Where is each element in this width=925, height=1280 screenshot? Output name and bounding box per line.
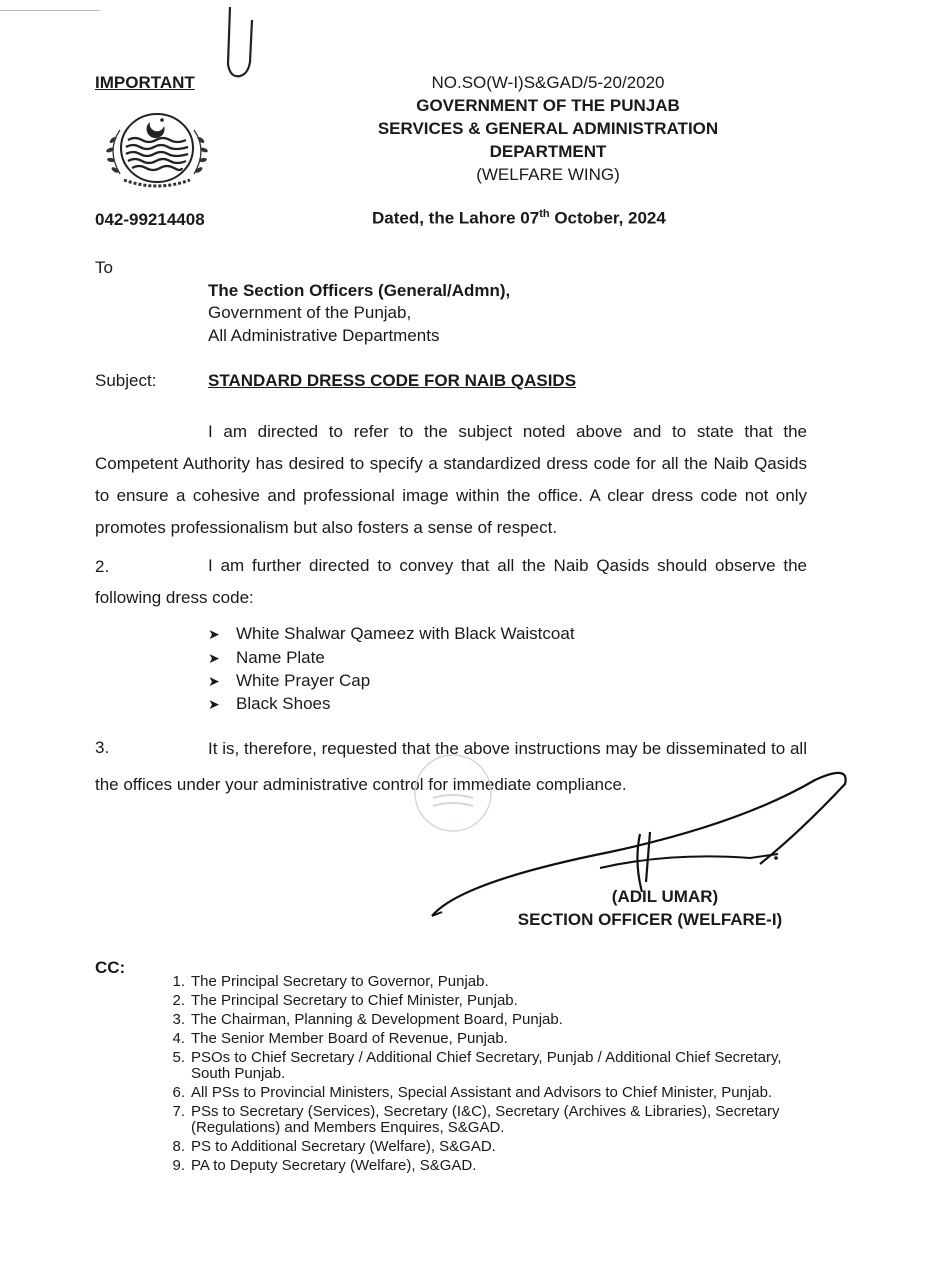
subject-label: Subject: <box>95 371 157 390</box>
scan-edge-line <box>0 10 100 11</box>
cc-item: 8. PS to Additional Secretary (Welfare), S&GAD. <box>172 1138 496 1155</box>
subject-text: STANDARD DRESS CODE FOR NAIB QASIDS <box>208 371 577 390</box>
dress-item: ➤ White Shalwar Qameez with Black Waistcoat <box>208 624 575 643</box>
cc-item: 3. The Chairman, Planning & Development Board, Punjab. <box>172 1011 563 1028</box>
punjab-emblem-logo <box>98 100 216 192</box>
paragraph-2: I am further directed to convey that all the Naib Qasids should observe the following dress code: <box>95 556 807 607</box>
paragraph-3-number: 3. <box>95 738 110 757</box>
wing-title: (WELFARE WING) <box>476 165 620 184</box>
dress-item: ➤ Black Shoes <box>208 694 331 713</box>
signatory-name: (ADIL UMAR) <box>611 887 719 906</box>
signatory-title: SECTION OFFICER (WELFARE-I) <box>517 910 783 929</box>
phone-number: 042-99214408 <box>95 210 205 229</box>
addressee-name: The Section Officers (General/Admn), <box>208 281 511 300</box>
cc-list <box>160 974 810 1177</box>
to-label: To <box>95 258 113 277</box>
dept-title-cont: DEPARTMENT <box>489 142 607 161</box>
cc-item: 5. PSOs to Chief Secretary / Additional Chief Secretary, Punjab / Additional Chief Secretary, South Punjab. <box>172 1049 782 1082</box>
addressee-line3: All Administrative Departments <box>208 326 440 345</box>
dept-title: SERVICES & GENERAL ADMINISTRATION <box>377 119 719 138</box>
gov-title: GOVERNMENT OF THE PUNJAB <box>416 96 680 115</box>
arrow-bullet-icon: ➤ <box>208 696 220 712</box>
arrow-bullet-icon: ➤ <box>208 650 220 666</box>
dress-item: ➤ Name Plate <box>208 648 325 667</box>
cc-item: 1. The Principal Secretary to Governor, Punjab. <box>172 973 489 990</box>
cc-item: 7. PSs to Secretary (Services), Secretary (I&C), Secretary (Archives & Libraries), Secretary (Regulations) and Members Enquires, S&GAD. <box>172 1103 780 1136</box>
cc-item: 6. All PSs to Provincial Ministers, Special Assistant and Advisors to Chief Minister, Punjab. <box>172 1084 773 1101</box>
cc-label: CC: <box>95 958 126 977</box>
cc-item: 2. The Principal Secretary to Chief Minister, Punjab. <box>172 992 518 1009</box>
reference-number: NO.SO(W-I)S&GAD/5-20/2020 <box>431 73 665 92</box>
paragraph-2-number: 2. <box>95 557 110 576</box>
cc-item: 4. The Senior Member Board of Revenue, Punjab. <box>172 1030 508 1047</box>
cc-item: 9. PA to Deputy Secretary (Welfare), S&GAD. <box>172 1157 477 1174</box>
addressee-line2: Government of the Punjab, <box>208 303 412 322</box>
arrow-bullet-icon: ➤ <box>208 673 220 689</box>
date-line: Dated, the Lahore 07th October, 2024 <box>372 208 666 228</box>
important-label: IMPORTANT <box>95 73 195 92</box>
paragraph-3: It is, therefore, requested that the above instructions may be disseminated to all the offices under your administrative control for immediate compliance. <box>95 739 807 794</box>
handwritten-mark <box>218 2 258 84</box>
arrow-bullet-icon: ➤ <box>208 626 220 642</box>
paragraph-1: I am directed to refer to the subject noted above and to state that the Competent Authority has desired to specify a standardized dress code for all the Naib Qasids to ensure a cohesive and professional image within the office. A clear dress code not only promotes professionalism but also fosters a sense of respect. <box>95 422 807 537</box>
dress-item: ➤ White Prayer Cap <box>208 671 371 690</box>
